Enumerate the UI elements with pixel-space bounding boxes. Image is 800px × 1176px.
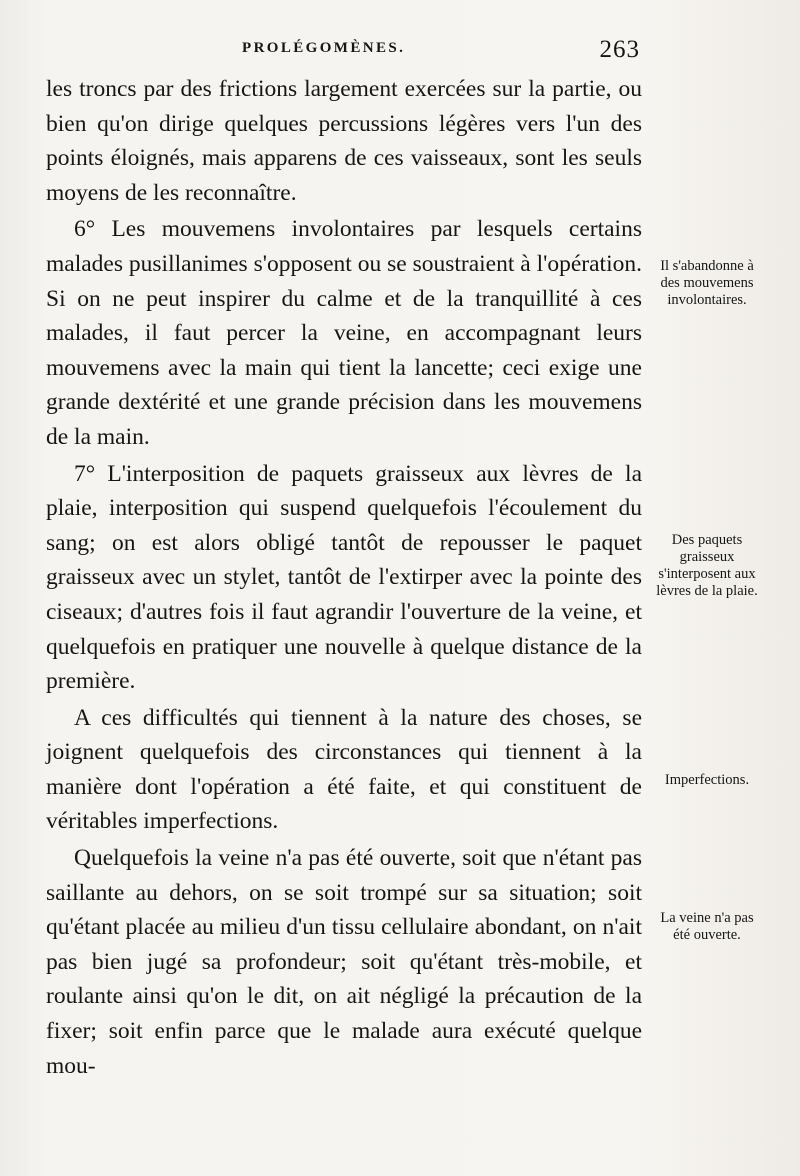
paragraph-continuation: les troncs par des frictions largement exercées sur la partie, ou bien qu'on dirige quelques percussions légères vers l'un des points éloignés, mais apparens de ces vaisseaux, sont les seuls moyens de les reconnaître.	[46, 76, 642, 206]
paragraph-imperfections: A ces difficultés qui tiennent à la nature des choses, se joignent quelquefois des circonstances qui tiennent à la manière dont l'opération a été faite, et qui constituent de véritables imperfections.	[46, 704, 642, 835]
running-head	[46, 36, 640, 66]
margin-note-imperfections: Imperfections.	[664, 772, 750, 788]
paragraph-involuntary-movements: 6° Les mouvemens involontaires par lesquels certains malades pusillanimes s'opposent ou se soustraient à l'opération. Si on ne peut inspirer du calme et de la tranquillité à ces malades, il faut percer la veine, en accompagnant leurs mouvemens avec la main qui tient la lancette; ceci exige une grande dextérité et une grande précision dans les mouvemens de la main.	[46, 216, 642, 450]
margin-note-involuntary: Il s'abandonne à des mouvemens involontaires.	[660, 258, 754, 308]
running-title: PROLÉGOMÈNES.	[242, 40, 406, 56]
paragraph-vein-not-opened: Quelquefois la veine n'a pas été ouverte, soit que n'étant pas saillante au dehors, on se soit trompé sur sa situation; soit qu'étant placée au milieu d'un tissu cellulaire abondant, on n'ait pas bien jugé sa profondeur; soit qu'étant très-mobile, et roulante ainsi qu'on le dit, on ait négligé la précaution de la fixer; soit enfin parce que le malade aura exécuté quelque mou-	[46, 845, 642, 1079]
page-number: 263	[599, 36, 640, 63]
margin-note-fatty-tissue: Des paquets graisseux s'interposent aux lèvres de la plaie.	[656, 532, 758, 599]
body-text	[46, 72, 642, 1085]
margin-note-vein-not-opened: La veine n'a pas été ouverte.	[660, 910, 754, 943]
paragraph-fatty-tissue: 7° L'interposition de paquets graisseux aux lèvres de la plaie, interposition qui suspend quelquefois l'écoulement du sang; on est alors obligé tantôt de repousser le paquet graisseux avec un stylet, tantôt de l'extirper avec la pointe des ciseaux; d'autres fois il faut agrandir l'ouverture de la veine, et quelquefois en pratiquer une nouvelle à quelque distance de la première.	[46, 460, 642, 695]
